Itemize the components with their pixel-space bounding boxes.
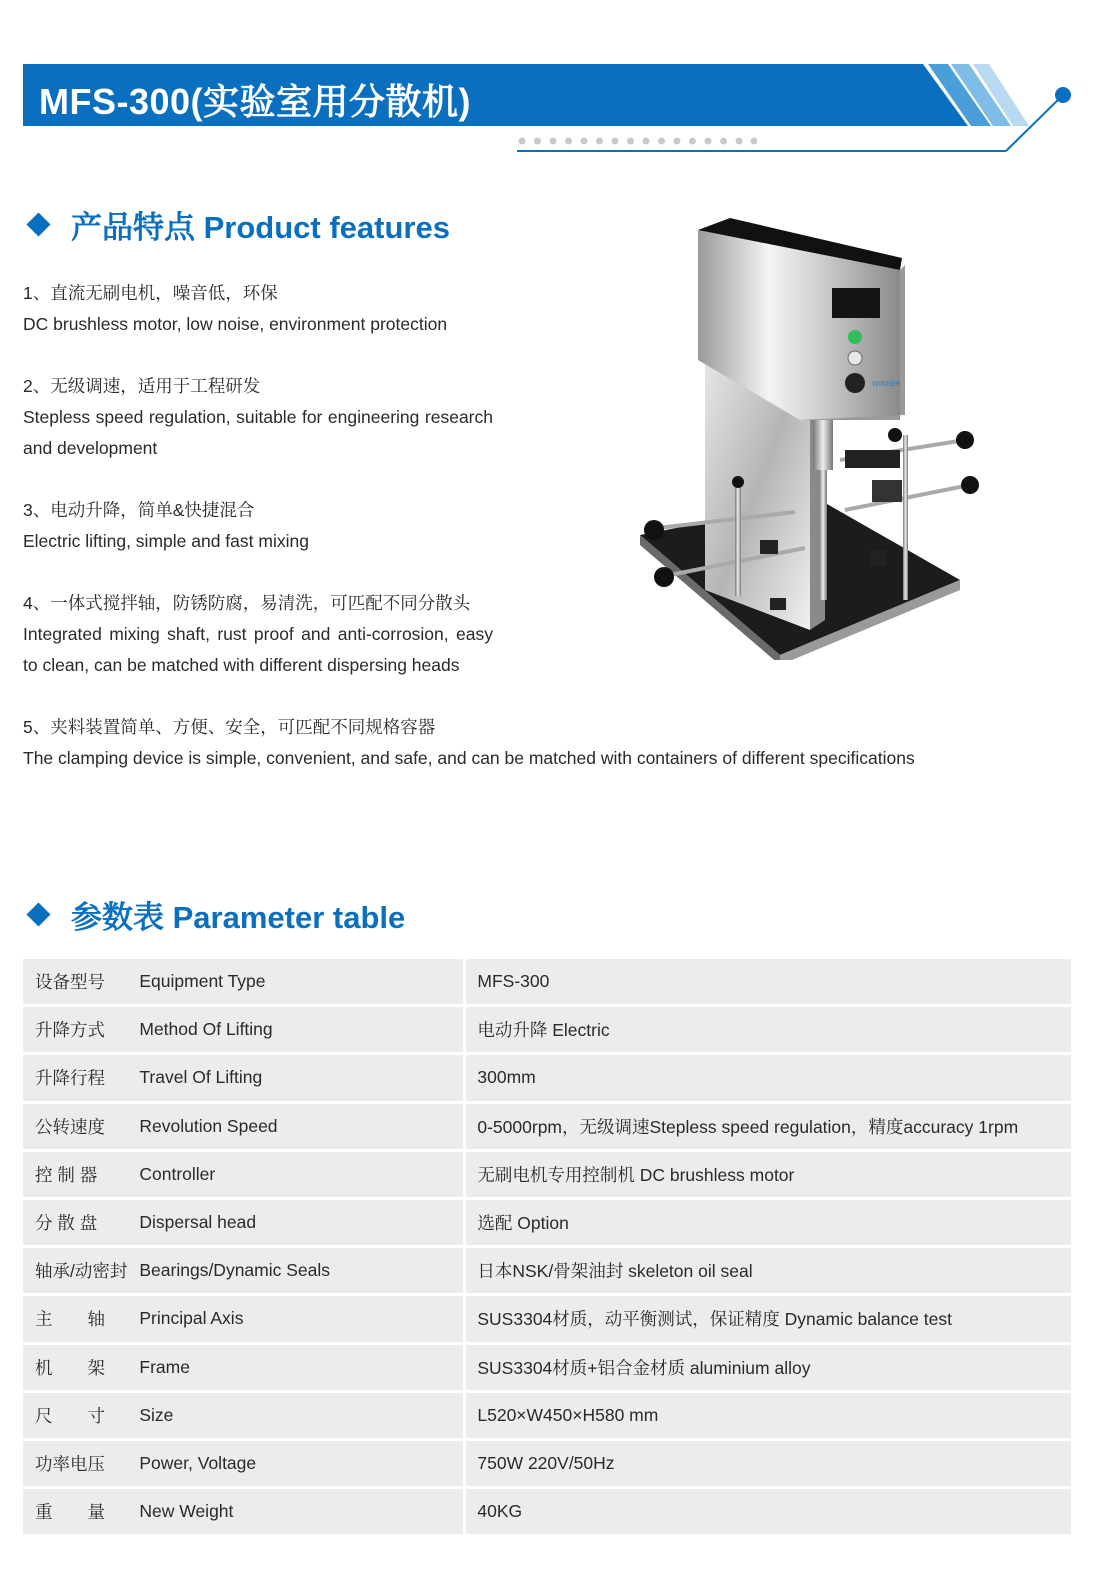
param-en: Travel Of Lifting [127, 1055, 466, 1103]
param-value: 750W 220V/50Hz [466, 1441, 1071, 1489]
feature-cn: 1、直流无刷电机，噪音低，环保 [23, 283, 278, 303]
table-row [23, 1007, 1071, 1055]
feature-en: DC brushless motor, low noise, environment protection [23, 314, 448, 334]
features-heading [26, 202, 450, 247]
params-heading [26, 892, 405, 937]
param-cn: 升降行程 [23, 1055, 127, 1103]
table-row [23, 1345, 1071, 1393]
param-cn: 尺 寸 [23, 1393, 127, 1441]
table-row [23, 1055, 1071, 1103]
param-value: 无刷电机专用控制机 DC brushless motor [466, 1152, 1071, 1200]
table-row [23, 1248, 1071, 1296]
param-en: Revolution Speed [127, 1104, 466, 1152]
param-value: L520×W450×H580 mm [466, 1393, 1071, 1441]
feature-en: Stepless speed regulation, suitable for engineering research and development [23, 407, 493, 458]
params-heading-text: 参数表 Parameter table [71, 900, 406, 935]
diamond-bullet-icon [26, 902, 50, 926]
table-row [23, 1104, 1071, 1152]
feature-cn: 4、一体式搅拌轴，防锈防腐，易清洗，可匹配不同分散头 [23, 593, 471, 613]
table-row [23, 959, 1071, 1007]
feature-item [23, 495, 493, 557]
feature-en: The clamping device is simple, convenient, and safe, and can be matched with containers of different specifications [23, 748, 915, 768]
param-en: Bearings/Dynamic Seals [127, 1248, 466, 1296]
param-en: Power, Voltage [127, 1441, 466, 1489]
param-value: 40KG [466, 1489, 1071, 1537]
param-cn: 功率电压 [23, 1441, 127, 1489]
param-en: Dispersal head [127, 1200, 466, 1248]
brand-mark: WINNER [872, 380, 901, 388]
feature-cn: 5、夹料装置简单、方便、安全，可匹配不同规格容器 [23, 717, 436, 737]
feature-en: Integrated mixing shaft, rust proof and anti-corrosion, easy to clean, can be matched with different dispersing heads [23, 624, 493, 675]
table-row [23, 1489, 1071, 1537]
param-cn: 控 制 器 [23, 1152, 127, 1200]
table-row [23, 1200, 1071, 1248]
diamond-bullet-icon [26, 212, 50, 236]
param-en: Method Of Lifting [127, 1007, 466, 1055]
param-en: New Weight [127, 1489, 466, 1537]
param-cn: 重 量 [23, 1489, 127, 1537]
param-value: MFS-300 [466, 959, 1071, 1007]
param-value: SUS3304材质+铝合金材质 aluminium alloy [466, 1345, 1071, 1393]
param-en: Frame [127, 1345, 466, 1393]
page-title: MFS-300(实验室用分散机) [39, 81, 472, 122]
feature-cn: 3、电动升降，简单&快捷混合 [23, 500, 255, 520]
feature-item [23, 371, 493, 464]
param-en: Size [127, 1393, 466, 1441]
param-en: Controller [127, 1152, 466, 1200]
feature-cn: 2、无级调速，适用于工程研发 [23, 376, 261, 396]
param-value: SUS3304材质，动平衡测试，保证精度 Dynamic balance test [466, 1296, 1071, 1344]
param-value: 日本NSK/骨架油封 skeleton oil seal [466, 1248, 1071, 1296]
param-cn: 公转速度 [23, 1104, 127, 1152]
param-value: 电动升降 Electric [466, 1007, 1071, 1055]
table-row [23, 1296, 1071, 1344]
param-value: 0-5000rpm，无级调速Stepless speed regulation，精度accuracy 1rpm [466, 1104, 1071, 1152]
param-cn: 轴承/动密封 [23, 1248, 127, 1296]
features-heading-text: 产品特点 Product features [71, 210, 450, 245]
param-cn: 机 架 [23, 1345, 127, 1393]
feature-item [23, 588, 493, 681]
parameter-table [23, 959, 1071, 1537]
feature-item [23, 712, 1033, 774]
table-row [23, 1393, 1071, 1441]
param-value: 选配 Option [466, 1200, 1071, 1248]
param-cn: 升降方式 [23, 1007, 127, 1055]
param-en: Principal Axis [127, 1296, 466, 1344]
feature-item [23, 278, 493, 340]
param-en: Equipment Type [127, 959, 466, 1007]
param-value: 300mm [466, 1055, 1071, 1103]
table-row [23, 1441, 1071, 1489]
decorative-dots [517, 136, 757, 146]
feature-en: Electric lifting, simple and fast mixing [23, 531, 309, 551]
param-cn: 分 散 盘 [23, 1200, 127, 1248]
table-row [23, 1152, 1071, 1200]
param-cn: 主 轴 [23, 1296, 127, 1344]
lab-disperser-machine-icon [620, 210, 990, 660]
param-cn: 设备型号 [23, 959, 127, 1007]
